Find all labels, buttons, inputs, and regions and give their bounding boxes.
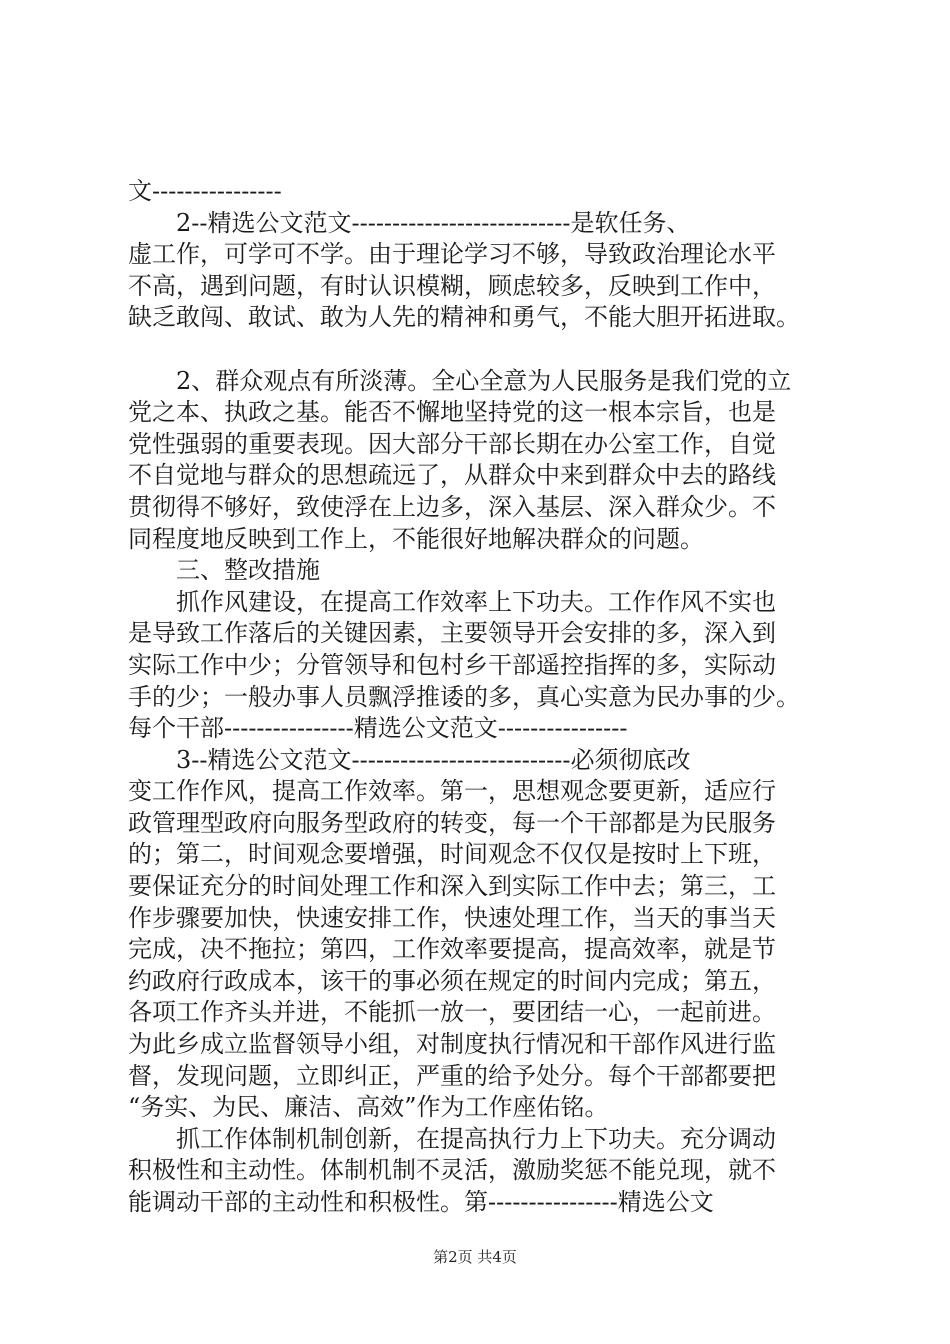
- text-line: 督，发现问题，立即纠正，严重的给予处分。每个干部都要把: [128, 1061, 776, 1090]
- text-line: 党性强弱的重要表现。因大部分干部长期在办公室工作，自觉: [128, 429, 776, 458]
- text-line: 2--精选公文范文---------------------------是软任务、: [128, 208, 691, 237]
- text-line: 是导致工作落后的关键因素，主要领导开会安排的多，深入到: [128, 619, 776, 648]
- text-line: 缺乏敢闯、敢试、敢为人先的精神和勇气，不能大胆开拓进取。: [128, 303, 800, 332]
- text-line: 要保证充分的时间处理工作和深入到实际工作中去；第三，工: [128, 872, 776, 901]
- text-line: 手的少；一般办事人员飘浮推诿的多，真心实意为民办事的少。: [128, 682, 800, 711]
- text-line: 每个干部----------------精选公文范文----------------: [128, 714, 628, 743]
- text-line: 为此乡成立监督领导小组，对制度执行情况和干部作风进行监: [128, 1030, 776, 1059]
- text-line: 抓工作体制机制创新，在提高执行力上下功夫。充分调动: [128, 1124, 776, 1153]
- text-line: 3--精选公文范文---------------------------必须彻底改: [128, 745, 691, 774]
- text-line: 的；第二，时间观念要增强，时间观念不仅仅是按时上下班，: [128, 840, 776, 869]
- text-line: 变工作作风，提高工作效率。第一，思想观念要更新，适应行: [128, 777, 776, 806]
- text-line: 实际工作中少；分管领导和包村乡干部遥控指挥的多，实际动: [128, 650, 776, 679]
- text-line: 虚工作，可学可不学。由于理论学习不够，导致政治理论水平: [128, 240, 776, 269]
- text-line: 文----------------: [128, 177, 282, 205]
- text-line: 党之本、执政之基。能否不懈地坚持党的这一根本宗旨，也是: [128, 398, 776, 427]
- text-line: 不自觉地与群众的思想疏远了，从群众中来到群众中去的路线: [128, 461, 776, 490]
- text-line: 积极性和主动性。体制机制不灵活，激励奖惩不能兑现，就不: [128, 1156, 776, 1185]
- document-body: [128, 176, 850, 1219]
- text-line: 不高，遇到问题，有时认识模糊，顾虑较多，反映到工作中，: [128, 271, 776, 300]
- text-line: 抓作风建设，在提高工作效率上下功夫。工作作风不实也: [128, 587, 776, 616]
- text-line: 贯彻得不够好，致使浮在上边多，深入基层、深入群众少。不: [128, 492, 776, 521]
- text-line: 作步骤要加快，快速安排工作，快速处理工作，当天的事当天: [128, 903, 776, 932]
- text-line: 约政府行政成本，该干的事必须在规定的时间内完成；第五，: [128, 966, 776, 995]
- text-line: 政管理型政府向服务型政府的转变，每一个干部都是为民服务: [128, 808, 776, 837]
- text-line: 能调动干部的主动性和积极性。第----------------精选公文: [128, 1188, 714, 1216]
- text-line: “务实、为民、廉洁、高效”作为工作座佑铭。: [128, 1093, 609, 1122]
- section-heading: 三、整改措施: [128, 556, 320, 585]
- text-line: 完成，决不拖拉；第四，工作效率要提高，提高效率，就是节: [128, 935, 776, 964]
- text-line: 同程度地反映到工作上，不能很好地解决群众的问题。: [128, 524, 704, 553]
- text-line: 各项工作齐头并进，不能抓一放一，要团结一心，一起前进。: [128, 998, 776, 1027]
- page-number-footer: 第2页 共4页: [433, 1248, 517, 1266]
- paragraph-gap: [128, 334, 850, 366]
- text-line: 2、群众观点有所淡薄。全心全意为人民服务是我们党的立: [128, 366, 792, 395]
